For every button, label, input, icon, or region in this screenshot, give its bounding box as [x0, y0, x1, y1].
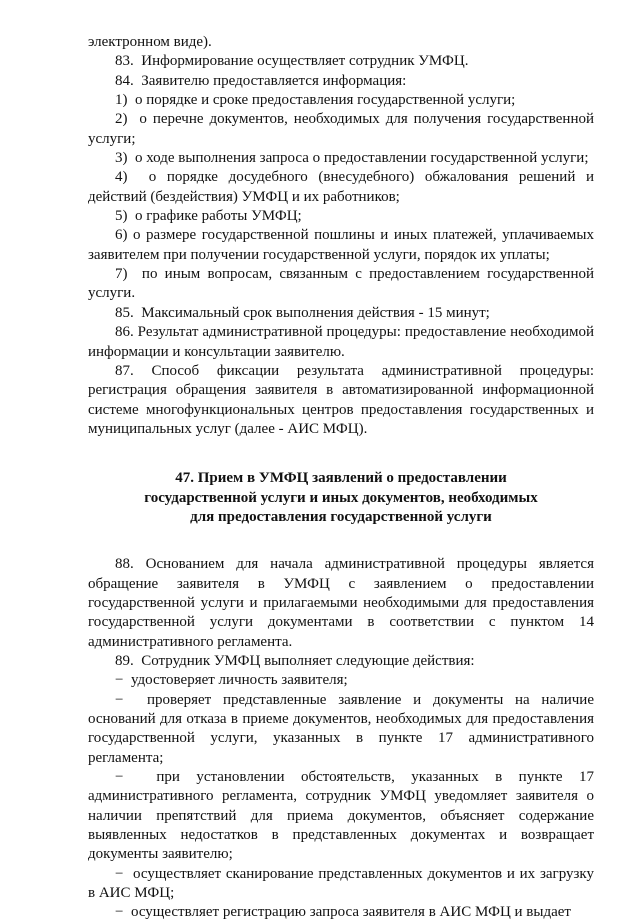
list-item-4: 4) о порядке досудебного (внесудебного) обжалования решений и действий (бездействия) УМФЦ и их работников; [88, 169, 594, 205]
paragraph-84: 84. Заявителю предоставляется информация: [115, 72, 407, 89]
list-item-1: 1) о порядке и сроке предоставления государственной услуги; [115, 92, 516, 109]
action-item-2: − проверяет представленные заявление и документы на наличие оснований для отказа в приеме документов, необходимых для предоставления государственной услуги, указанных в пункте 17 административного регламента; [88, 691, 594, 766]
paragraph-89: 89. Сотрудник УМФЦ выполняет следующие действия: [115, 652, 475, 669]
list-item-5: 5) о графике работы УМФЦ; [115, 208, 302, 225]
action-item-3: − при установлении обстоятельств, указанных в пункте 17 административного регламента, сотрудник УМФЦ уведомляет заявителя о наличии препятствий для приема документов, объясняет содержание выявленных недостатков в представленных документах и возвращает документы заявителю; [88, 769, 594, 863]
paragraph-85: 85. Максимальный срок выполнения действия - 15 минут; [115, 304, 490, 321]
list-item-7: 7) по иным вопросам, связанным с предоставлением государственной услуги. [88, 266, 594, 302]
section-heading-line-3: для предоставления государственной услуги [190, 508, 492, 525]
action-item-5: − осуществляет регистрацию запроса заявителя в АИС МФЦ и выдает [115, 904, 571, 921]
document-body [88, 33, 594, 923]
action-item-4: − осуществляет сканирование представленных документов и их загрузку в АИС МФЦ; [88, 865, 594, 902]
paragraph-83: 83. Информирование осуществляет сотрудник УМФЦ. [115, 53, 469, 70]
top-fragment: электронном виде). [88, 34, 212, 50]
action-item-1: − удостоверяет личность заявителя; [115, 672, 348, 689]
section-heading-line-1: 47. Прием в УМФЦ заявлений о предоставлении [175, 470, 507, 487]
paragraph-87: 87. Способ фиксации результата административной процедуры: регистрация обращения заявителя в автоматизированной информационной системе многофункциональных центров предоставления государственных и муниципальных услуг (далее - АИС МФЦ). [88, 362, 594, 437]
paragraph-86: 86. Результат административной процедуры: предоставление необходимой информации и консультации заявителю. [88, 324, 594, 360]
paragraph-88: 88. Основанием для начала административной процедуры является обращение заявителя в УМФЦ с заявлением о предоставлении государственной услуги и прилагаемыми необходимыми для предоставления государственной услуги документами в соответствии с пунктом 14 административного регламента. [88, 556, 594, 650]
section-heading-line-2: государственной услуги и иных документов, необходимых [144, 489, 538, 506]
list-item-6: 6) о размере государственной пошлины и иных платежей, уплачиваемых заявителем при получении государственной услуги, порядок их уплаты; [88, 227, 594, 263]
list-item-2: 2) о перечне документов, необходимых для получения государственной услуги; [88, 111, 594, 147]
list-item-3: 3) о ходе выполнения запроса о предоставлении государственной услуги; [115, 150, 589, 167]
